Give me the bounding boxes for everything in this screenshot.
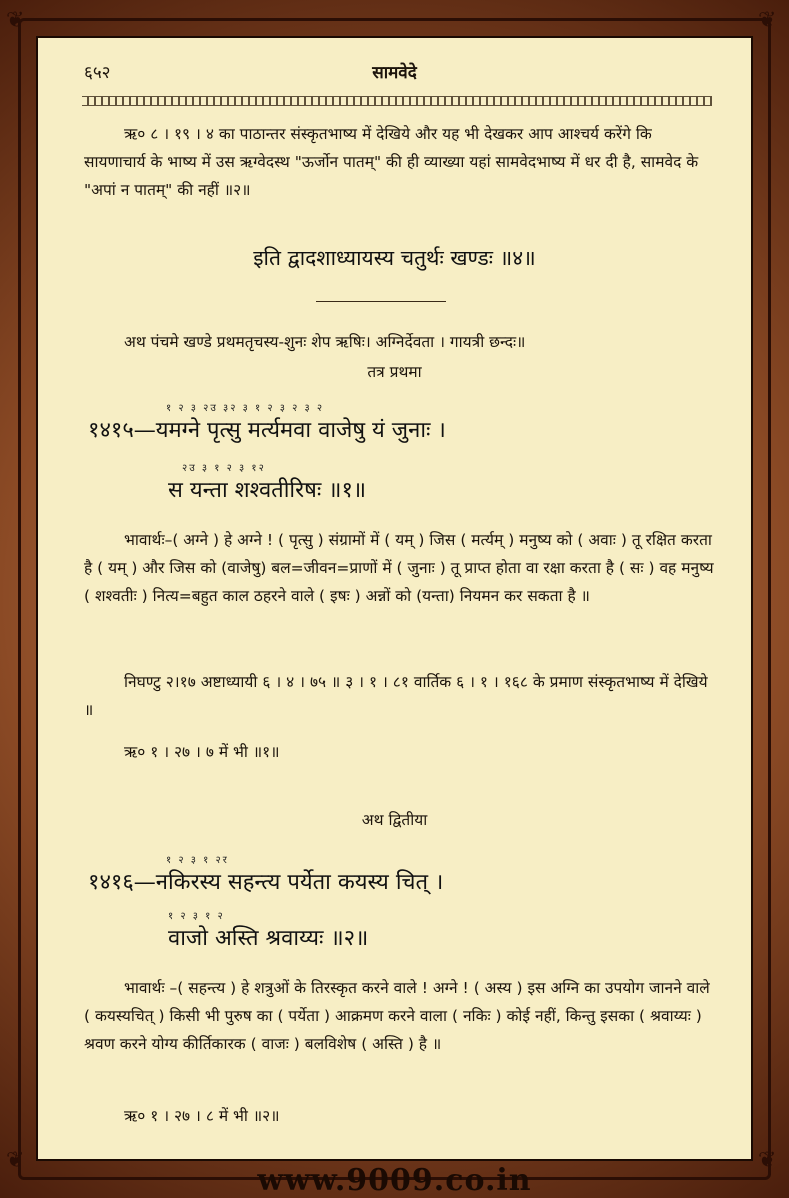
bhavartha-2: भावार्थः –( सहन्त्य ) हे शत्रुओं के तिरस्कृत करने वाले ! अग्ने ! ( अस्य ) इस अग्नि का उपयोग जानने वाले ( कयस्यचित् ) किसी भी पुरुष का ( पर्येता ) आक्रमण करने वाला ( नकिः ) कोई नहीं, किन्तु इसका ( श्रवाय्यः ) श्रवण करने योग्य कीर्तिकारक ( वाजः ) बलविशेष ( अस्ति ) है ॥ — [84, 979, 710, 1053]
reference-rigveda-2: ऋ० १ । २७ । ८ में भी ॥२॥ — [124, 1107, 280, 1125]
page-number: ६५२ — [84, 63, 111, 83]
page-header — [38, 60, 751, 90]
ornamental-rule — [82, 96, 712, 106]
reference-note: निघण्टु २।१७ अष्टाध्यायी ६ । ४ । ७५ ॥ ३ । १ । ८१ वार्तिक ६ । १ । १६८ के प्रमाण संस्कृतभाष्य में देखिये ॥ — [84, 673, 708, 719]
reference-rigveda: ऋ० १ । २७ । ७ में भी ॥१॥ — [124, 743, 280, 761]
accent-marks: १ २ ३ १ २ — [168, 911, 225, 922]
khanda-end-heading: इति द्वादशाध्यायस्य चतुर्थः खण्डः ॥४॥ — [253, 246, 536, 270]
first-mantra-label: तत्र प्रथमा — [367, 363, 422, 381]
accent-marks: १ २ ३ २उ ३२ ३ १ २ ३ २ ३ २ — [166, 403, 325, 414]
divider — [316, 301, 446, 302]
website-watermark: www.9009.co.in — [257, 1163, 532, 1198]
mantra-1-line-1: १४१५—यमग्ने पृत्सु मर्त्यमवा वाजेषु यं जुनाः । — [88, 418, 446, 443]
book-page — [36, 36, 753, 1161]
corner-flourish-icon: ❦ — [6, 8, 31, 33]
paragraph-note: ऋ० ८ । १९ । ४ का पाठान्तर संस्कृतभाष्य में देखिये और यह भी देखकर आप आश्चर्य करेंगे कि सायणाचार्य के भाष्य में उस ऋग्वेदस्थ "ऊर्जोन पातम्" की ही व्याख्या यहां सामवेदभाष्य में धर दी है, सामवेद के "अपां न पातम्" की नहीं ॥२॥ — [84, 125, 699, 199]
mantra-2-line-2: वाजो अस्ति श्रवाय्यः ॥२॥ — [168, 926, 369, 951]
running-title: सामवेदे — [372, 63, 417, 83]
corner-flourish-icon: ❦ — [758, 8, 783, 33]
section-intro: अथ पंचमे खण्डे प्रथमतृचस्य-शुनः शेप ऋषिः। अग्निर्देवता । गायत्री छन्दः॥ — [124, 333, 526, 351]
accent-marks: १ २ ३ १ २र — [166, 855, 229, 866]
corner-flourish-icon: ❦ — [6, 1148, 31, 1173]
mantra-1-line-2: स यन्ता शश्वतीरिषः ॥१॥ — [168, 478, 367, 503]
second-mantra-label: अथ द्वितीया — [361, 811, 428, 829]
accent-marks: २उ ३ १ २ ३ १२ — [182, 463, 266, 474]
mantra-2-line-1: १४१६—नकिरस्य सहन्त्य पर्येता कयस्य चित् । — [88, 870, 444, 895]
corner-flourish-icon: ❦ — [758, 1148, 783, 1173]
bhavartha-1: भावार्थः–( अग्ने ) हे अग्ने ! ( पृत्सु ) संग्रामों में ( यम् ) जिस ( मर्त्यम् ) मनुष्य को ( अवाः ) तू रक्षित करता है ( यम् ) और जिस को (वाजेषु) बल=जीवन=प्राणों में ( जुनाः ) तू प्राप्त होता वा रक्षा करता है ( सः ) वह मनुष्य ( शश्वतीः ) नित्य=बहुत काल ठहरने वाले ( इषः ) अन्नों को (यन्ता) नियमन कर सकता है ॥ — [84, 531, 714, 605]
